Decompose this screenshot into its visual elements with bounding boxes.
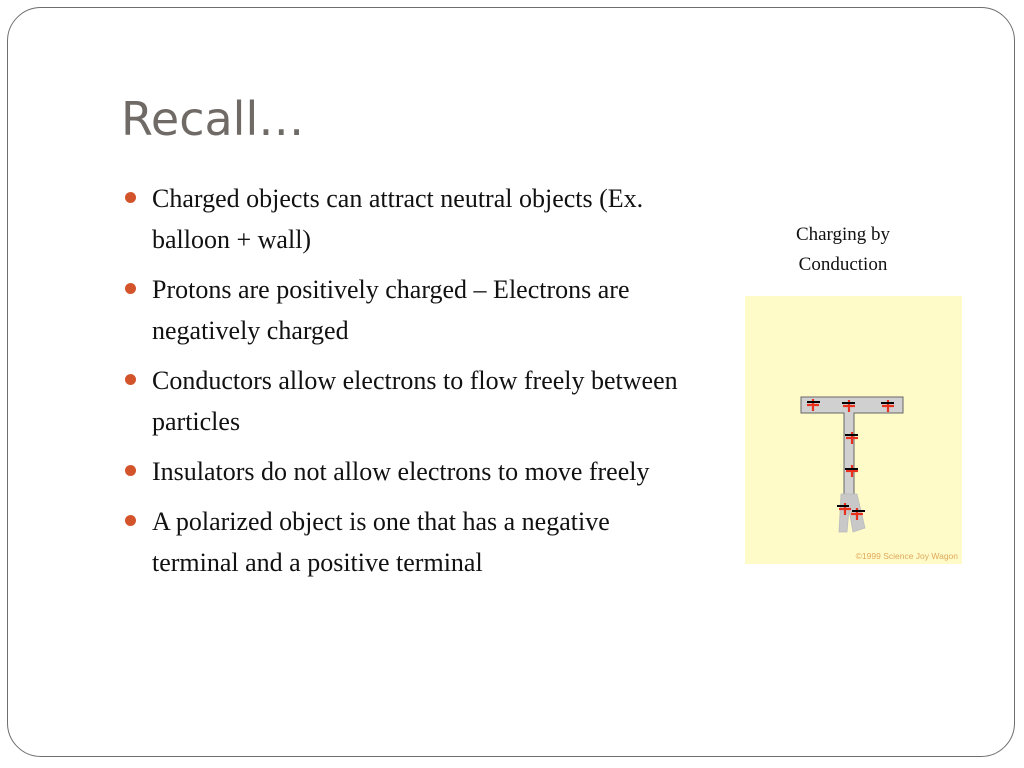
t-rod-diagram — [745, 296, 962, 564]
bullet-dot-icon — [125, 192, 136, 203]
bullet-item — [125, 269, 685, 351]
bullet-item — [125, 360, 685, 442]
slide — [7, 7, 1015, 757]
bullet-item — [125, 178, 685, 260]
bullet-text: Charged objects can attract neutral objects (Ex. balloon + wall) — [152, 184, 644, 254]
bullet-item — [125, 451, 685, 492]
bullet-dot-icon — [125, 283, 136, 294]
bullet-item — [125, 501, 685, 583]
bullet-dot-icon — [125, 515, 136, 526]
bullet-text: Conductors allow electrons to flow freely between particles — [152, 366, 678, 436]
t-rod-shape — [801, 397, 903, 508]
bullet-text: Protons are positively charged – Electrons are negatively charged — [152, 275, 630, 345]
bullet-dot-icon — [125, 374, 136, 385]
bullet-text: A polarized object is one that has a negative terminal and a positive terminal — [152, 507, 610, 577]
bullet-text: Insulators do not allow electrons to move freely — [152, 457, 650, 486]
figure-caption: Charging by Conduction — [795, 224, 891, 275]
copyright-text: ©1999 Science Joy Wagon — [855, 551, 958, 561]
bullet-dot-icon — [125, 465, 136, 476]
slide-title: Recall… — [121, 92, 305, 146]
charging-by-conduction-illustration — [745, 296, 962, 564]
bullet-list — [125, 178, 685, 592]
